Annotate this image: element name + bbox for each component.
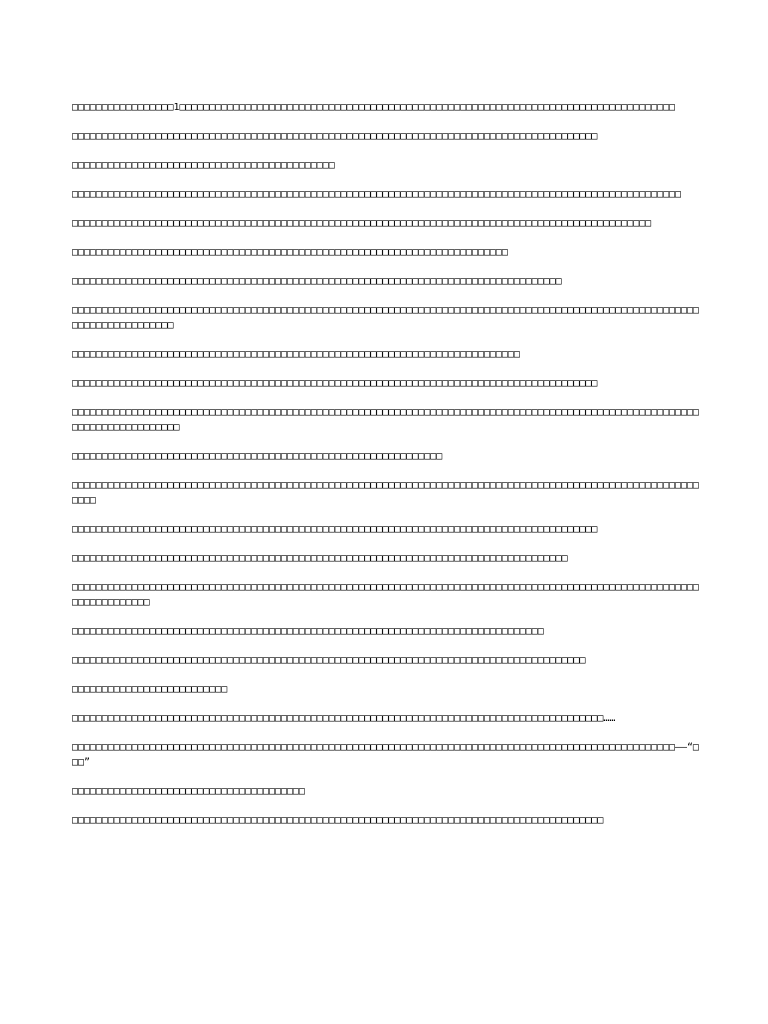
paragraph-13: □□□□□□□□□□□□□□□□□□□□□□□□□□□□□□□□□□□□□□□□□□□□□□□□□□□□□□□□□□□□□□□□□□□□□□□□□□□□□□□□□□□□□□□□□□□□□□□□□□□□□□□□□□□□□ (72, 480, 699, 506)
paragraph-21: □□□□□□□□□□□□□□□□□□□□□□□□□□□□□□□□□□□□□□□□□□□□□□□□□□□□□□□□□□□□□□□□□□□□□□□□□□□□□□□□□□□□□□□□□□□□□□□□□□□□□——“□□□” (72, 742, 699, 768)
paragraph-18: □□□□□□□□□□□□□□□□□□□□□□□□□□□□□□□□□□□□□□□□□□□□□□□□□□□□□□□□□□□□□□□□□□□□□□□□□□□□□□□□□□□□□□ (72, 655, 586, 666)
paragraph-14: □□□□□□□□□□□□□□□□□□□□□□□□□□□□□□□□□□□□□□□□□□□□□□□□□□□□□□□□□□□□□□□□□□□□□□□□□□□□□□□□□□□□□□□□ (72, 524, 598, 535)
paragraph-15: □□□□□□□□□□□□□□□□□□□□□□□□□□□□□□□□□□□□□□□□□□□□□□□□□□□□□□□□□□□□□□□□□□□□□□□□□□□□□□□□□□□ (72, 553, 568, 564)
paragraph-10: □□□□□□□□□□□□□□□□□□□□□□□□□□□□□□□□□□□□□□□□□□□□□□□□□□□□□□□□□□□□□□□□□□□□□□□□□□□□□□□□□□□□□□□□ (72, 378, 598, 389)
paragraph-22: □□□□□□□□□□□□□□□□□□□□□□□□□□□□□□□□□□□□□□□ (72, 786, 305, 797)
paragraph-20: □□□□□□□□□□□□□□□□□□□□□□□□□□□□□□□□□□□□□□□□□□□□□□□□□□□□□□□□□□□□□□□□□□□□□□□□□□□□□□□□□□□□□□□□□…… (72, 713, 616, 724)
paragraph-1: □□□□□□□□□□□□□□□□□1□□□□□□□□□□□□□□□□□□□□□□□□□□□□□□□□□□□□□□□□□□□□□□□□□□□□□□□□□□□□□□□□□□□□□□□□□□□□□□□□□□□ (72, 102, 676, 113)
paragraph-6: □□□□□□□□□□□□□□□□□□□□□□□□□□□□□□□□□□□□□□□□□□□□□□□□□□□□□□□□□□□□□□□□□□□□□□□□□ (72, 247, 508, 258)
paragraph-17: □□□□□□□□□□□□□□□□□□□□□□□□□□□□□□□□□□□□□□□□□□□□□□□□□□□□□□□□□□□□□□□□□□□□□□□□□□□□□□□ (72, 626, 544, 637)
paragraph-12: □□□□□□□□□□□□□□□□□□□□□□□□□□□□□□□□□□□□□□□□□□□□□□□□□□□□□□□□□□□□□□ (72, 451, 443, 462)
paragraph-7: □□□□□□□□□□□□□□□□□□□□□□□□□□□□□□□□□□□□□□□□□□□□□□□□□□□□□□□□□□□□□□□□□□□□□□□□□□□□□□□□□□ (72, 276, 562, 287)
paragraph-2: □□□□□□□□□□□□□□□□□□□□□□□□□□□□□□□□□□□□□□□□□□□□□□□□□□□□□□□□□□□□□□□□□□□□□□□□□□□□□□□□□□□□□□□□ (72, 131, 598, 142)
paragraph-4: □□□□□□□□□□□□□□□□□□□□□□□□□□□□□□□□□□□□□□□□□□□□□□□□□□□□□□□□□□□□□□□□□□□□□□□□□□□□□□□□□□□□□□□□□□□□□□□□□□□□□□ (72, 189, 681, 200)
paragraph-19: □□□□□□□□□□□□□□□□□□□□□□□□□□ (72, 684, 228, 695)
document-page (72, 100, 700, 842)
paragraph-3: □□□□□□□□□□□□□□□□□□□□□□□□□□□□□□□□□□□□□□□□□□□□ (72, 160, 335, 171)
paragraph-23: □□□□□□□□□□□□□□□□□□□□□□□□□□□□□□□□□□□□□□□□□□□□□□□□□□□□□□□□□□□□□□□□□□□□□□□□□□□□□□□□□□□□□□□□□ (72, 815, 604, 826)
paragraph-16: □□□□□□□□□□□□□□□□□□□□□□□□□□□□□□□□□□□□□□□□□□□□□□□□□□□□□□□□□□□□□□□□□□□□□□□□□□□□□□□□□□□□□□□□□□□□□□□□□□□□□□□□□□□□□□□□□□□□□□ (72, 582, 699, 608)
paragraph-11: □□□□□□□□□□□□□□□□□□□□□□□□□□□□□□□□□□□□□□□□□□□□□□□□□□□□□□□□□□□□□□□□□□□□□□□□□□□□□□□□□□□□□□□□□□□□□□□□□□□□□□□□□□□□□□□□□□□□□□□□□□□ (72, 407, 699, 433)
paragraph-9: □□□□□□□□□□□□□□□□□□□□□□□□□□□□□□□□□□□□□□□□□□□□□□□□□□□□□□□□□□□□□□□□□□□□□□□□□□□ (72, 349, 520, 360)
paragraph-5: □□□□□□□□□□□□□□□□□□□□□□□□□□□□□□□□□□□□□□□□□□□□□□□□□□□□□□□□□□□□□□□□□□□□□□□□□□□□□□□□□□□□□□□□□□□□□□□□□ (72, 218, 652, 229)
paragraph-8: □□□□□□□□□□□□□□□□□□□□□□□□□□□□□□□□□□□□□□□□□□□□□□□□□□□□□□□□□□□□□□□□□□□□□□□□□□□□□□□□□□□□□□□□□□□□□□□□□□□□□□□□□□□□□□□□□□□□□□□□□□ (72, 305, 699, 331)
